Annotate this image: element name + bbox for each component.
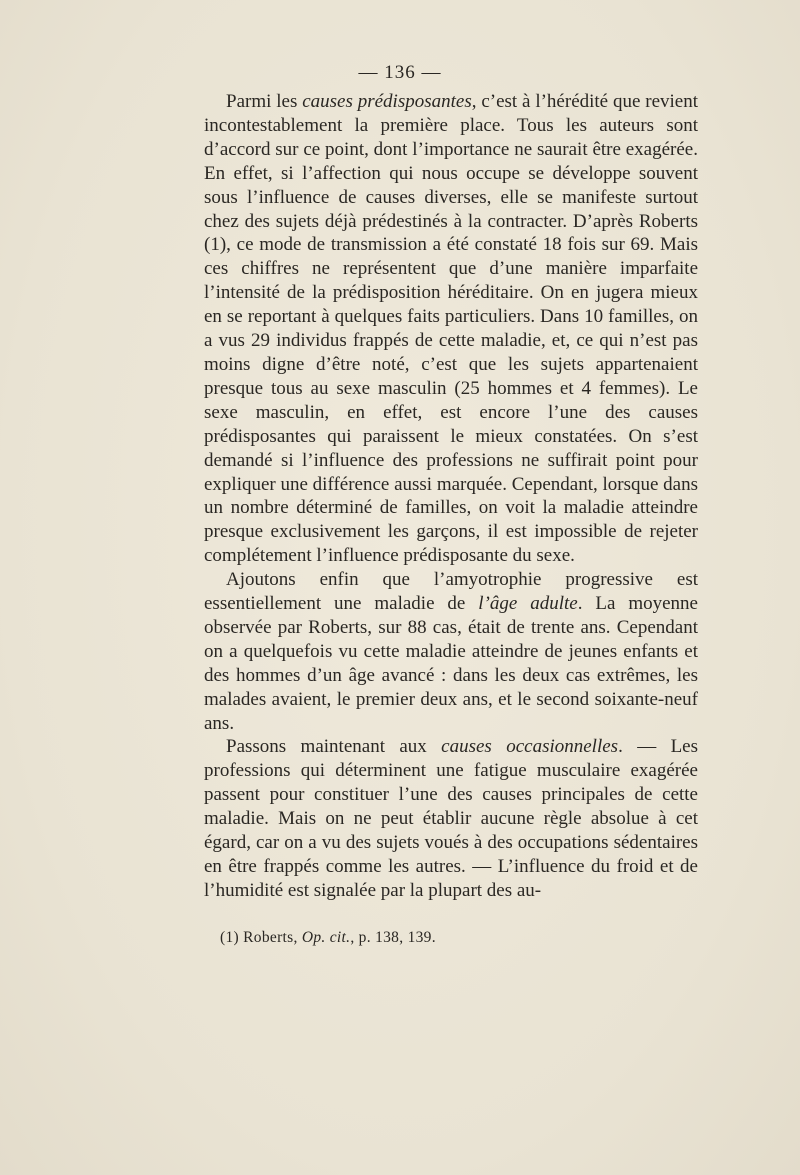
footnote-marker: (1) bbox=[220, 929, 239, 946]
italic-term: causes occasionnelles bbox=[441, 736, 619, 758]
italic-term: l’âge adulte bbox=[478, 593, 578, 615]
italic-term: causes prédisposantes bbox=[302, 91, 472, 112]
text-run: , c’est à l’hérédité que revient incontestablement la première place. Tous les auteurs sont d’accord sur ce point, dont l’importance ne saurait être exagérée. En effet, si l’affection qui nous occupe se développe souvent sous l’influence de causes diverses, elle se manifeste surtout chez des sujets déjà prédestinés à la contracter. D’après Roberts (1), ce mode de transmission a été constaté 18 fois sur 69. Mais ces chiffres ne représentent que d’une manière imparfaite l’intensité de la prédisposition héréditaire. On en jugera mieux en se reportant à quelques faits particuliers. Dans 10 familles, on a vus 29 individus frappés de cette maladie, et, ce qui n’est pas moins digne d’être noté, c’est que les sujets appartenaient presque tous au sexe masculin (25 hommes et 4 femmes). Le sexe masculin, en effet, est encore l’une des causes prédisposantes qui paraissent le mieux constatées. On s’est demandé si l’influence des professions ne suffirait point pour expliquer une différence aussi marquée. Cependant, lorsque dans un nombre déterminé de familles, on voit la maladie atteindre presque exclusivement les garçons, il est impossible de rejeter complétement l’influence prédisposante du sexe. bbox=[204, 91, 698, 567]
text-run: . — Les professions qui déterminent une fatigue musculaire exagérée passent pour constituer l’une des causes principales de cette maladie. Mais on ne peut établir aucune règle absolue à cet égard, car on a vu des sujets voués à des occupations sédentaires en être frappés comme les autres. — L’influence du froid et de l’humidité est signalée par la plupart des au- bbox=[204, 736, 699, 901]
footnote-pages: , p. 138, 139. bbox=[350, 929, 436, 946]
text-run: Passons maintenant aux bbox=[226, 736, 442, 758]
footnote-reference: Op. cit. bbox=[301, 929, 351, 946]
paragraph-occasional-causes bbox=[204, 735, 698, 902]
page-number: — 136 — bbox=[358, 62, 442, 83]
body-text bbox=[204, 90, 698, 903]
paragraph-adult-age bbox=[204, 568, 698, 735]
text-run: . La moyenne observée par Roberts, sur 88 cas, était de trente ans. Cependant on a quelquefois vu cette maladie atteindre de jeunes enfants et des hommes d’un âge avancé : dans les deux cas extrêmes, les malades avaient, le premier deux ans, et le second soixante-neuf ans. bbox=[204, 593, 698, 734]
text-run: Ajoutons enfin que l’amyotrophie progressive est essentiellement une maladie de bbox=[204, 569, 698, 615]
footnote-author: Roberts, bbox=[243, 929, 298, 946]
footnote bbox=[220, 929, 700, 947]
text-run: Parmi les bbox=[226, 91, 303, 112]
paragraph-predisposing-causes bbox=[204, 90, 698, 568]
